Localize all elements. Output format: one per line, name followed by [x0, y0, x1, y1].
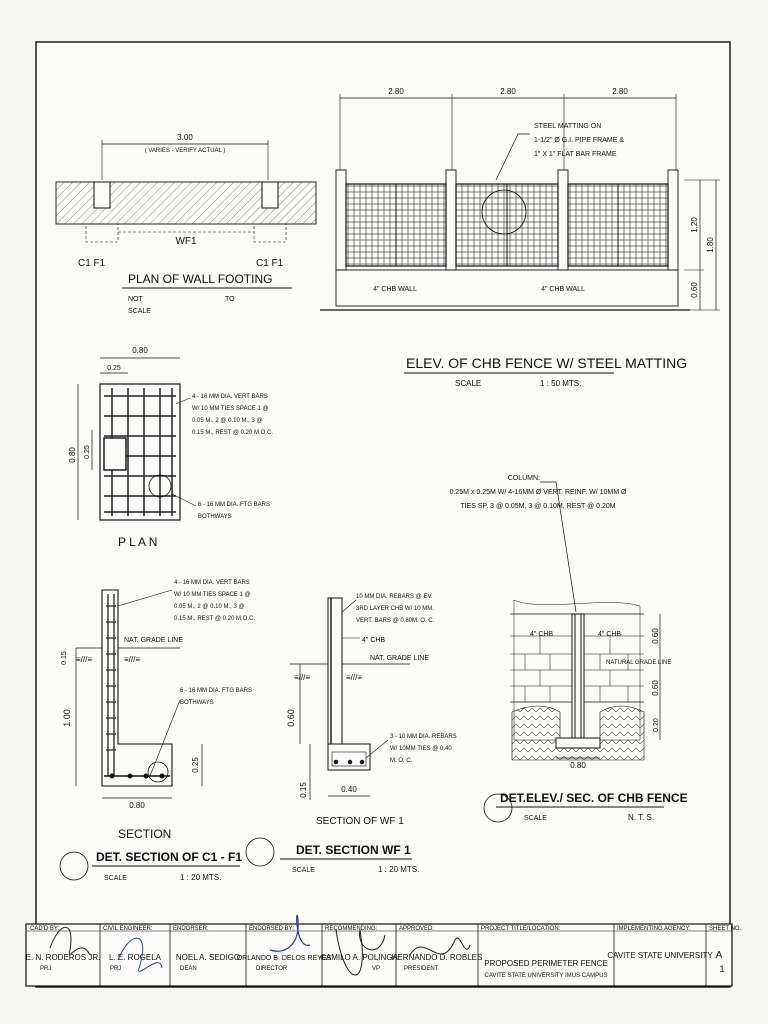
chb-wall-label-1: 4" CHB WALL	[373, 286, 417, 293]
wf1-chb: 4" CHB	[362, 637, 386, 644]
tb-endorser-role: DEAN	[180, 966, 197, 972]
tb-civil-header: CIVIL ENGINEER:	[103, 926, 153, 932]
tb-recommending-name: CAMILO A. POLINGA	[320, 953, 398, 962]
column-plan-note-4: 0.15 M., REST @ 0.20 M.O.C.	[192, 430, 274, 436]
c1-f1-right-label: C1 F1	[256, 258, 284, 269]
c1-note-4: 0.15 M., REST @ 0.20 M.O.C.	[174, 616, 256, 622]
c1-foot: 0.25	[191, 757, 200, 773]
c1-scale: 1 : 20 MTS.	[180, 873, 222, 882]
span-3: 2.80	[612, 87, 628, 96]
column-plan-title: P L A N	[118, 535, 158, 549]
tb-sheet-header: SHEET NO.	[709, 926, 742, 932]
wf-plan-scale-label: NOT	[128, 296, 143, 303]
wf1-note-2: 3RD LAYER CHB W/ 10 MM.	[356, 606, 434, 612]
wf1-note-3: VERT. BARS @ 0.80M. O. C.	[356, 618, 435, 624]
wf1-bot-3: M. O. C.	[390, 758, 413, 764]
c1-scale-label: SCALE	[104, 875, 127, 882]
det-elev-title: DET.ELEV./ SEC. OF CHB FENCE	[500, 791, 688, 805]
wf1-note-1: 10 MM DIA. REBARS @ EV.	[356, 594, 433, 600]
det-chb-left: 4" CHB	[530, 631, 554, 638]
tb-endorsed-role: DIRECTOR	[256, 966, 288, 972]
wf1-scale: 1 : 20 MTS.	[378, 865, 420, 874]
column-plan-ftg-1: 6 - 16 MM DIA. FTG BARS	[198, 502, 271, 508]
c1-note-3: 0.05 M., 2 @ 0.10 M., 3 @	[174, 604, 245, 610]
title-block	[26, 915, 742, 986]
tb-sheet: A	[715, 950, 723, 961]
det-dim-2: 0.60	[651, 680, 660, 696]
wf-plan-dimension: 3.00	[177, 133, 193, 142]
c1-grade-line: NAT. GRADE LINE	[124, 637, 183, 644]
column-callout-3: TIES SP. 3 @ 0.05M, 3 @ 0.10M, REST @ 0.20M	[460, 503, 616, 510]
det-grade-line: NATURAL GRADE LINE	[606, 660, 672, 666]
height-total: 1.80	[706, 237, 715, 253]
tb-endorsed-name: ORLANDO B. DELOS REYES	[236, 955, 332, 962]
column-plan-note-3: 0.05 M., 2 @ 0.10 M., 3 @	[192, 418, 263, 424]
steel-matting-note-3: 1" X 1" FLAT BAR FRAME	[534, 151, 617, 158]
tb-civil-name: L. E. ROGELA	[108, 953, 162, 962]
det-dim-1: 0.60	[651, 628, 660, 644]
column-plan-height: 0.80	[68, 447, 77, 463]
det-dim-3: 0.20	[653, 718, 660, 732]
wf1-height: 0.60	[286, 709, 296, 727]
wf1-bot-2: W/ 10MM TIES @ 0.40	[390, 746, 452, 752]
c1-soil-mark-2: ≡///≡	[124, 655, 141, 664]
steel-matting-note-1: STEEL MATTING ON	[534, 123, 602, 130]
tb-agency: CAVITE STATE UNIVERSITY	[607, 951, 713, 960]
wf1-section-label: SECTION OF WF 1	[316, 816, 404, 827]
column-plan-inner-v: 0.25	[84, 445, 91, 459]
tb-cadd-name: E. N. RODEROS JR.	[25, 953, 101, 962]
column-plan-ftg-2: BOTHWAYS	[198, 514, 232, 520]
tb-endorser-header: ENDORSER:	[173, 926, 209, 932]
column-plan-inner: 0.25	[107, 365, 121, 372]
wf1-bot-1: 3 - 10 MM DIA. REBARS	[390, 734, 457, 740]
tb-civil-role: PRJ	[110, 966, 122, 972]
c1-top: 0.15	[61, 651, 68, 665]
tb-endorser-name: NOEL A. SEDIGO	[175, 953, 241, 962]
c1-width: 0.80	[129, 801, 145, 810]
column-plan-note-1: 4 - 16 MM DIA. VERT BARS	[192, 394, 268, 400]
wf1-soil-mark-2: ≡///≡	[346, 673, 363, 682]
tb-project-sub: CAVITE STATE UNIVERSITY IMUS CAMPUS	[484, 973, 608, 979]
height-upper: 1.20	[690, 217, 699, 233]
tb-recommending-header: RECOMMENDING:	[325, 926, 378, 932]
tb-sheet-num: 1	[719, 964, 725, 974]
column-plan-width: 0.80	[132, 346, 148, 355]
tb-approved-name: HERNANDO D. ROBLES	[391, 953, 483, 962]
c1-f1-left-label: C1 F1	[78, 258, 106, 269]
elevation-scale: 1 : 50 MTS.	[540, 379, 582, 388]
tb-project: PROPOSED PERIMETER FENCE	[484, 959, 608, 968]
tb-recommending-role: VP	[372, 966, 381, 972]
det-scale-label: SCALE	[524, 815, 547, 822]
c1-title: DET. SECTION OF C1 - F1	[96, 850, 243, 864]
wf1-soil-mark-1: ≡///≡	[294, 673, 311, 682]
tb-approved-role: PRESIDENT	[404, 966, 439, 972]
steel-matting-note-2: 1-1/2" Ø G.I. PIPE FRAME &	[534, 137, 625, 144]
c1-note-2: W/ 10 MM TIES SPACE 1 @	[174, 592, 251, 598]
det-chb-right: 4" CHB	[598, 631, 622, 638]
wf-plan-scale-to: TO	[225, 296, 235, 303]
height-lower: 0.60	[690, 282, 699, 298]
c1-height: 1.00	[62, 709, 72, 727]
tb-cadd-role: PRJ	[40, 966, 52, 972]
tb-cadd-header: CAD'D BY:	[30, 926, 60, 932]
wf-plan-title: PLAN OF WALL FOOTING	[128, 272, 273, 286]
det-scale: N. T. S.	[628, 813, 655, 822]
tb-project-header: PROJECT TITLE/LOCATION:	[481, 926, 561, 932]
elevation-scale-label: SCALE	[455, 379, 482, 388]
wf1-scale-label: SCALE	[292, 867, 315, 874]
chb-wall-label-2: 4" CHB WALL	[541, 286, 585, 293]
wf-plan-note: ( VARIES - VERIFY ACTUAL )	[144, 148, 226, 154]
tb-agency-header: IMPLEMENTING AGENCY:	[617, 926, 691, 932]
column-callout-2: 0.25M x 0.25M W/ 4-16MM Ø VERT. REINF. W/ 10MM Ø	[449, 489, 627, 496]
wf-plan-scale-label2: SCALE	[128, 308, 151, 315]
wf1-title: DET. SECTION WF 1	[296, 843, 411, 857]
c1-ftg-1: 6 - 16 MM DIA. FTG BARS	[180, 688, 253, 694]
c1-note-1: 4 - 16 MM DIA. VERT BARS	[174, 580, 250, 586]
tb-endorsed-header: ENDORSED BY:	[249, 926, 295, 932]
tb-approved-header: APPROVED:	[399, 926, 435, 932]
column-callout-1: COLUMN:	[507, 475, 540, 482]
elevation-title: ELEV. OF CHB FENCE W/ STEEL MATTING	[406, 355, 688, 371]
wf-label: WF1	[175, 236, 197, 247]
c1-section-label: SECTION	[118, 827, 172, 841]
det-width: 0.80	[570, 761, 586, 770]
span-1: 2.80	[388, 87, 404, 96]
wf1-grade-line: NAT. GRADE LINE	[370, 655, 429, 662]
wf1-width: 0.40	[341, 785, 357, 794]
span-2: 2.80	[500, 87, 516, 96]
c1-ftg-2: BOTHWAYS	[180, 700, 214, 706]
column-plan-note-2: W/ 10 MM TIES SPACE 1 @	[192, 406, 269, 412]
c1-soil-mark-1: ≡///≡	[76, 655, 93, 664]
wf1-foot: 0.15	[299, 782, 308, 798]
